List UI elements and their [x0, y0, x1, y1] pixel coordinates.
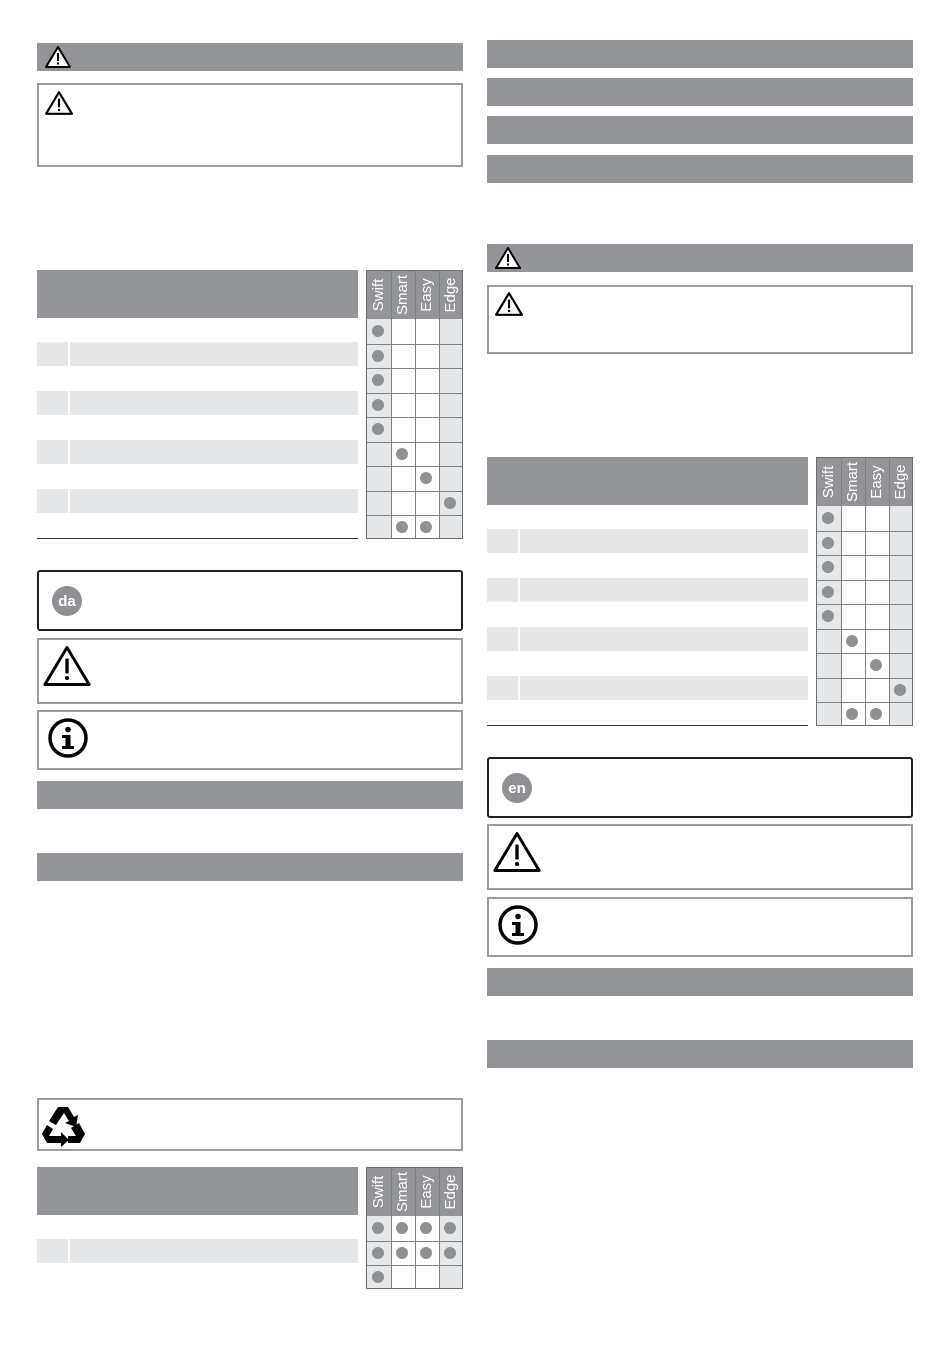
compatibility-dot: [420, 472, 432, 484]
grid-row-line: [817, 678, 912, 679]
model-label-swift: Swift: [820, 465, 837, 499]
section-bar: [487, 40, 913, 68]
model-label-edge: Edge: [442, 277, 459, 313]
table-bottom-rule: [37, 538, 358, 539]
compatibility-dot: [822, 512, 834, 524]
grid-row-line: [367, 442, 462, 443]
warning-box: [487, 285, 913, 354]
grid-row-line: [367, 368, 462, 369]
model-grid: [816, 457, 913, 726]
info-box: [37, 710, 463, 770]
compatibility-table: [487, 457, 913, 727]
compatibility-dot: [372, 1222, 384, 1234]
model-label-edge: Edge: [442, 1174, 459, 1210]
compatibility-dot: [444, 1222, 456, 1234]
warning-triangle-icon: [45, 91, 73, 115]
table-header: [37, 1167, 358, 1215]
compatibility-dot: [420, 1247, 432, 1259]
compatibility-dot: [372, 374, 384, 386]
compatibility-dot: [372, 1247, 384, 1259]
compatibility-dot: [396, 448, 408, 460]
model-label-smart: Smart: [394, 1172, 411, 1213]
warning-box: [37, 638, 463, 704]
info-icon: [47, 717, 89, 759]
model-label-swift: Swift: [370, 278, 387, 312]
compatibility-dot: [822, 610, 834, 622]
compatibility-dot: [396, 1247, 408, 1259]
info-box: [487, 897, 913, 957]
section-bar: [487, 1040, 913, 1068]
grid-row-line: [367, 393, 462, 394]
compatibility-table: [37, 270, 463, 540]
compatibility-dot: [846, 708, 858, 720]
model-label-edge: Edge: [892, 464, 909, 500]
warning-box: [37, 83, 463, 167]
grid-row-line: [817, 604, 912, 605]
compatibility-dot: [444, 497, 456, 509]
warning-triangle-icon: [45, 46, 71, 68]
table-row: [487, 578, 808, 602]
compatibility-dot: [372, 1271, 384, 1283]
warning-section-bar: [37, 43, 463, 71]
grid-row-line: [817, 653, 912, 654]
grid-row-line: [367, 491, 462, 492]
model-label-easy: Easy: [418, 278, 435, 312]
grid-row-line: [817, 629, 912, 630]
table-row: [37, 391, 358, 415]
grid-row-line: [817, 702, 912, 703]
grid-row-line: [817, 555, 912, 556]
model-label-smart: Smart: [844, 462, 861, 503]
grid-row-line: [367, 344, 462, 345]
section-bar: [37, 853, 463, 881]
warning-section-bar: [487, 244, 913, 272]
compatibility-dot: [822, 561, 834, 573]
model-label-easy: Easy: [868, 465, 885, 499]
compatibility-dot: [396, 1222, 408, 1234]
table-header: [37, 270, 358, 318]
grid-row-line: [367, 1265, 462, 1266]
model-label-smart: Smart: [394, 275, 411, 316]
grid-row-line: [817, 580, 912, 581]
compatibility-dot: [420, 1222, 432, 1234]
table-row: [37, 1239, 358, 1263]
language-box: [487, 757, 913, 818]
section-bar: [487, 155, 913, 183]
recycle-table: [37, 1167, 463, 1290]
recycle-box: [37, 1098, 463, 1151]
table-row: [37, 342, 358, 366]
table-row: [487, 627, 808, 651]
table-row: [37, 489, 358, 513]
table-header: [487, 457, 808, 505]
section-bar: [487, 968, 913, 996]
compatibility-dot: [894, 684, 906, 696]
compatibility-dot: [846, 635, 858, 647]
recycle-icon: [41, 1103, 87, 1147]
table-row: [487, 676, 808, 700]
compatibility-dot: [822, 586, 834, 598]
language-badge: en: [502, 773, 532, 803]
compatibility-dot: [420, 521, 432, 533]
model-label-easy: Easy: [418, 1175, 435, 1209]
info-icon: [497, 904, 539, 946]
model-label-swift: Swift: [370, 1175, 387, 1209]
table-row: [37, 440, 358, 464]
model-grid: [366, 1167, 463, 1289]
compatibility-dot: [870, 659, 882, 671]
compatibility-dot: [372, 325, 384, 337]
warning-box: [487, 824, 913, 890]
warning-triangle-icon: [493, 831, 541, 873]
compatibility-dot: [822, 537, 834, 549]
compatibility-dot: [372, 399, 384, 411]
grid-row-line: [817, 531, 912, 532]
compatibility-dot: [372, 350, 384, 362]
compatibility-dot: [372, 423, 384, 435]
warning-triangle-icon: [495, 247, 521, 269]
language-box: [37, 570, 463, 631]
section-bar: [487, 78, 913, 106]
section-bar: [487, 116, 913, 144]
compatibility-dot: [396, 521, 408, 533]
table-row: [487, 529, 808, 553]
warning-triangle-icon: [43, 645, 91, 687]
grid-row-line: [367, 1241, 462, 1242]
language-badge: da: [52, 586, 82, 616]
warning-triangle-icon: [495, 292, 523, 316]
model-grid: [366, 270, 463, 539]
grid-row-line: [367, 466, 462, 467]
table-bottom-rule: [487, 725, 808, 726]
grid-row-line: [367, 417, 462, 418]
compatibility-dot: [870, 708, 882, 720]
section-bar: [37, 781, 463, 809]
grid-row-line: [367, 515, 462, 516]
compatibility-dot: [444, 1247, 456, 1259]
